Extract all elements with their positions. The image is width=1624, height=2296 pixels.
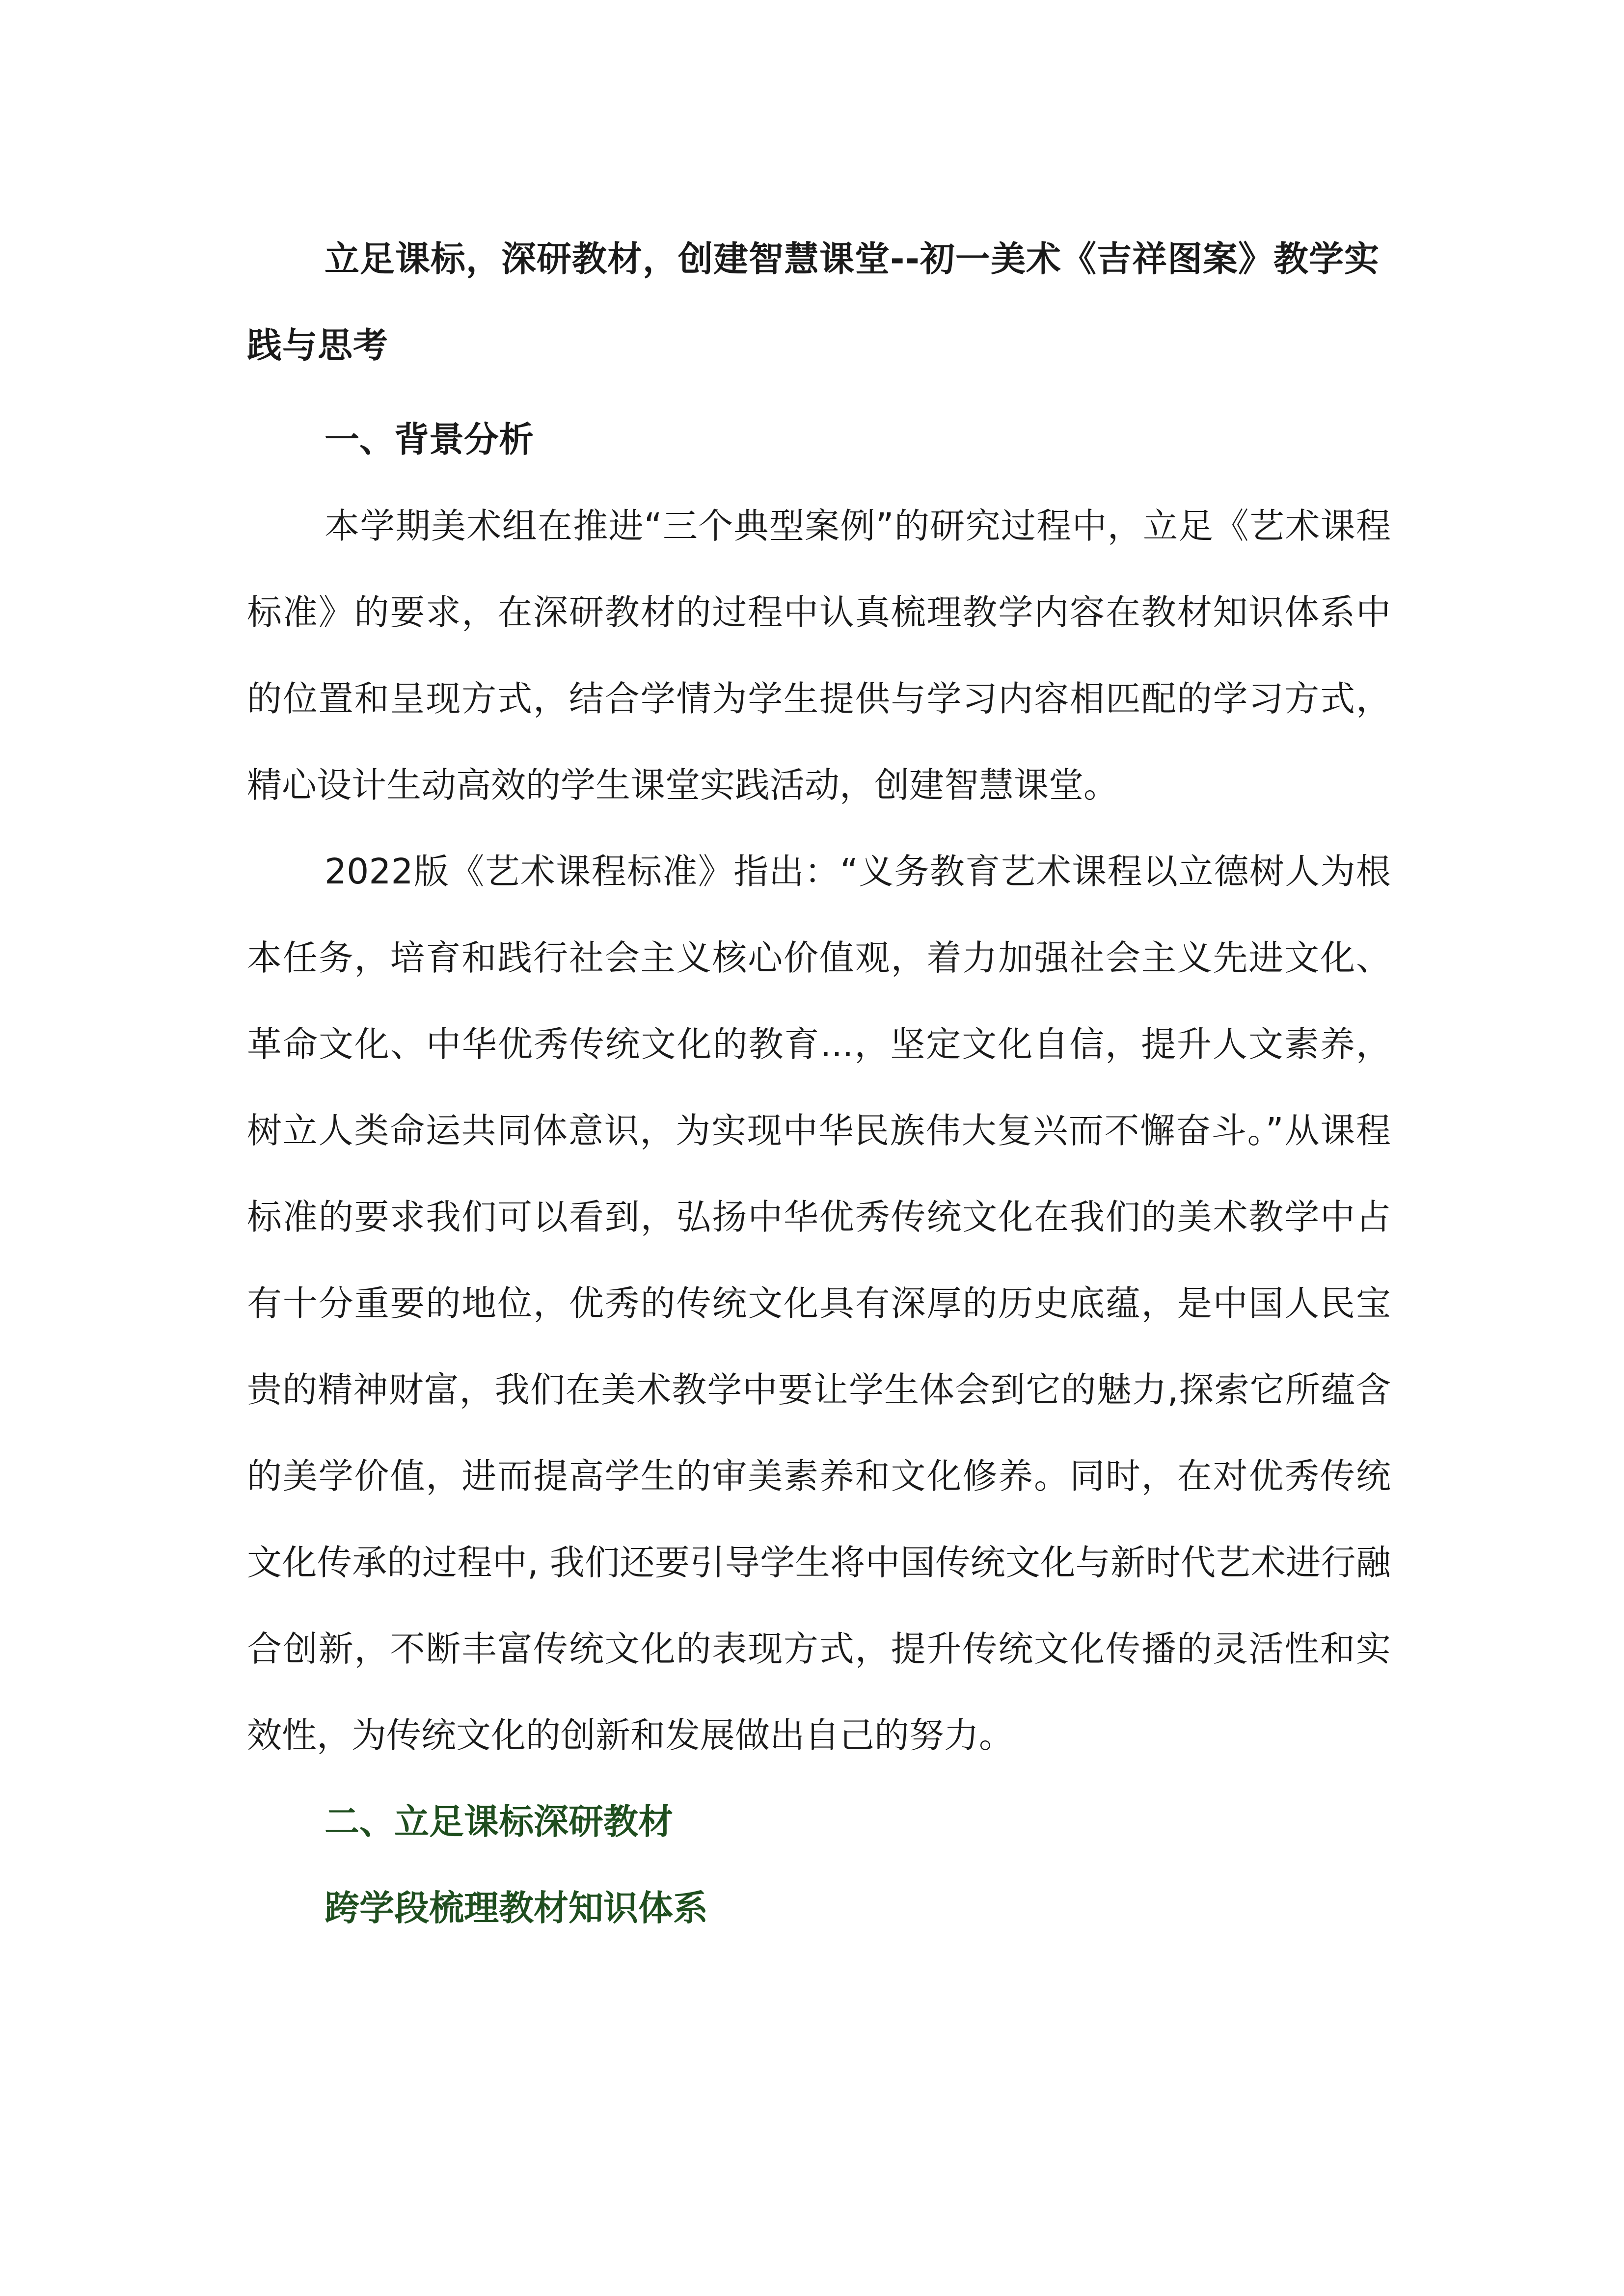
- section-heading-background: 一、背景分析: [325, 419, 534, 460]
- subsection-heading-knowledge-system: 跨学段梳理教材知识体系: [325, 1888, 708, 1928]
- document-title: 立足课标，深研教材，创建智慧课堂--初一美术《吉祥图案》教学实践与思考: [247, 239, 1380, 366]
- paragraph-intro: 本学期美术组在推进“三个典型案例”的研究过程中，立足《艺术课程标准》的要求，在深研教材的过程中认真梳理教学内容在教材知识体系中的位置和呈现方式，结合学情为学生提供与学习内容相匹配的学习方式，精心设计生动高效的学生课堂实践活动，创建智慧课堂。: [247, 506, 1391, 805]
- section-heading-curriculum: 二、立足课标深研教材: [325, 1801, 674, 1842]
- paragraph-curriculum-standard: 2022版《艺术课程标准》指出：“义务教育艺术课程以立德树人为根本任务，培育和践行社会主义核心价值观，着力加强社会主义先进文化、革命文化、中华优秀传统文化的教育...，坚定文化自信，提升人文素养，树立人类命运共同体意识，为实现中华民族伟大复兴而不懈奋斗。”从课程标准的要求我们可以看到，弘扬中华优秀传统文化在我们的美术教学中占有十分重要的地位，优秀的传统文化具有深厚的历史底蕴，是中国人民宝贵的精神财富，我们在美术教学中要让学生体会到它的魅力,探索它所蕴含的美学价值，进而提高学生的审美素养和文化修养。同时，在对优秀传统文化传承的过程中, 我们还要引导学生将中国传统文化与新时代艺术进行融合创新，不断丰富传统文化的表现方式，提升传统文化传播的灵活性和实效性，为传统文化的创新和发展做出自己的努力。: [247, 851, 1391, 1756]
- document-body: [247, 216, 1391, 1951]
